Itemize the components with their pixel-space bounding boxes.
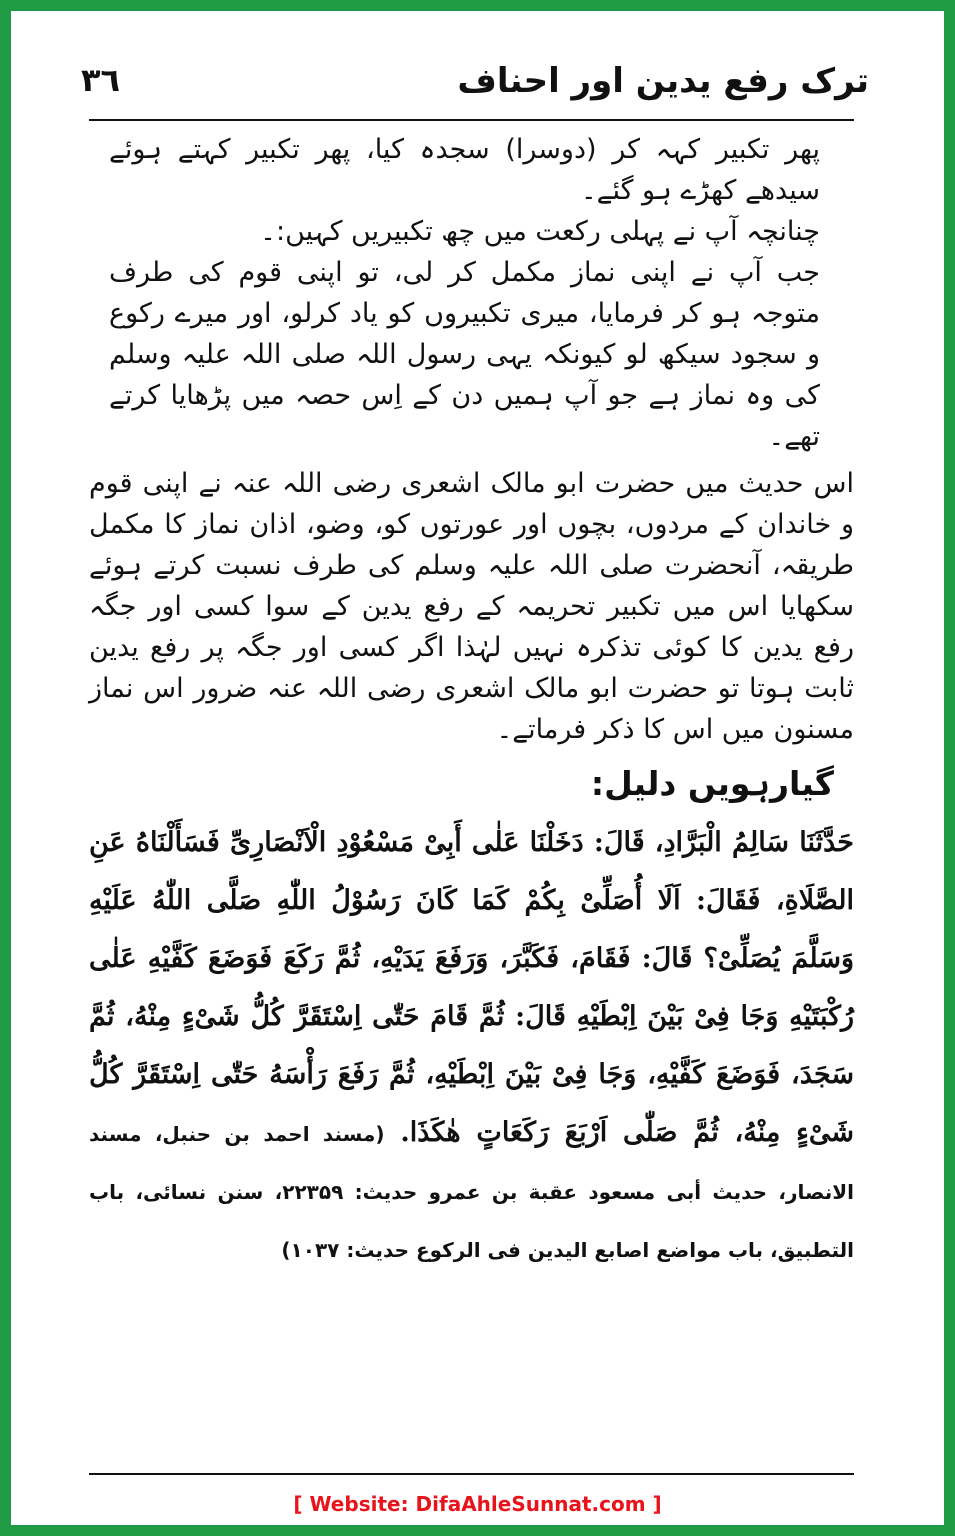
website-footer: [ Website: DifaAhleSunnat.com ] — [293, 1492, 662, 1516]
hadith-arabic: حَدَّثَنَا سَالِمُ الْبَرَّادِ، قَالَ: دَخَلْنَا عَلٰی أَبِیْ مَسْعُوْدِ الْاَنْصَارِیِّ فَسَأَلْنَاهُ عَنِ الصَّلَاةِ، فَقَالَ: اَلَا أُصَلِّیْ بِکُمْ کَمَا کَانَ رَسُوْلُ اللّٰهِ صَلَّی اللّٰهُ عَلَیْهِ وَسَلَّمَ یُصَلِّیْ؟ قَالَ: فَقَامَ، فَکَبَّرَ، وَرَفَعَ یَدَیْهِ، ثُمَّ رَکَعَ فَوَضَعَ کَفَّیْهِ عَلٰی رُکْبَتَیْهِ وَجَا فِیْ بَیْنَ اِبْطَیْهِ قَالَ: ثُمَّ قَامَ حَتّٰی اِسْتَقَرَّ کُلُّ شَیْءٍ مِنْهُ، ثُمَّ سَجَدَ، فَوَضَعَ کَفَّیْهِ، وَجَا فِیْ بَیْنَ اِبْطَیْهِ، ثُمَّ رَفَعَ رَأْسَهُ حَتّٰی اِسْتَقَرَّ کُلُّ شَیْءٍ مِنْهُ، ثُمَّ صَلّٰی اَرْبَعَ رَکَعَاتٍ هٰکَذَا. — [89, 827, 855, 1148]
commentary-paragraph: اس حدیث میں حضرت ابو مالک اشعری رضی اللہ عنہ نے اپنی قوم و خاندان کے مردوں، بچوں اور عورتوں کو، وضو، اذان نماز کا مکمل طریقہ، آنحضرت صلی اللہ علیہ وسلم کی طرف نسبت کرتے ہوئے سکھایا اس میں تکبیر تحریمہ کے رفع یدین کے سوا کسی اور جگہ رفع یدین کا کوئی تذکرہ نہیں لہٰذا اگر کسی اور جگہ پر رفع یدین ثابت ہوتا تو حضرت ابو مالک اشعری رضی اللہ عنہ ضرور اس نماز مسنون میں اس کا ذکر فرماتے۔ — [89, 468, 854, 745]
quoted-narration — [89, 129, 854, 457]
hadith-text — [89, 814, 854, 1278]
page-content — [89, 129, 854, 1278]
book-title: ترک رفع یدین اور احناف — [457, 61, 869, 101]
quote-line: جب آپ نے اپنی نماز مکمل کر لی، تو اپنی قوم کی طرف متوجہ ہو کر فرمایا، میری تکبیروں کو یاد کرلو، اور میرے رکوع و سجود سیکھ لو کیونکہ یہی رسول اللہ صلی اللہ علیہ وسلم کی وہ نماز ہے جو آپ ہمیں دن کے اِس حصہ میں پڑھایا کرتے تھے۔ — [109, 257, 820, 452]
footer-divider — [89, 1473, 854, 1475]
hadith-reference: (مسند احمد بن حنبل، مسند الانصار، حدیث أبی مسعود عقبة بن عمرو حدیث: ۲۲۳۵۹، سنن نسائی، باب التطبیق، باب مواضع اصابع الیدین فی الرکوع حدیث: ۱۰۳۷) — [89, 1122, 854, 1262]
quote-line: پھر تکبیر کہہ کر (دوسرا) سجدہ کیا، پھر تکبیر کہتے ہوئے سیدھے کھڑے ہو گئے۔ — [109, 134, 820, 206]
page-header — [69, 59, 869, 111]
quote-line: چنانچہ آپ نے پہلی رکعت میں چھ تکبیریں کہیں:۔ — [260, 216, 820, 247]
header-divider — [89, 119, 854, 121]
page-number: ۳٦ — [81, 61, 121, 99]
section-heading: گیارہویں دلیل: — [590, 764, 834, 803]
